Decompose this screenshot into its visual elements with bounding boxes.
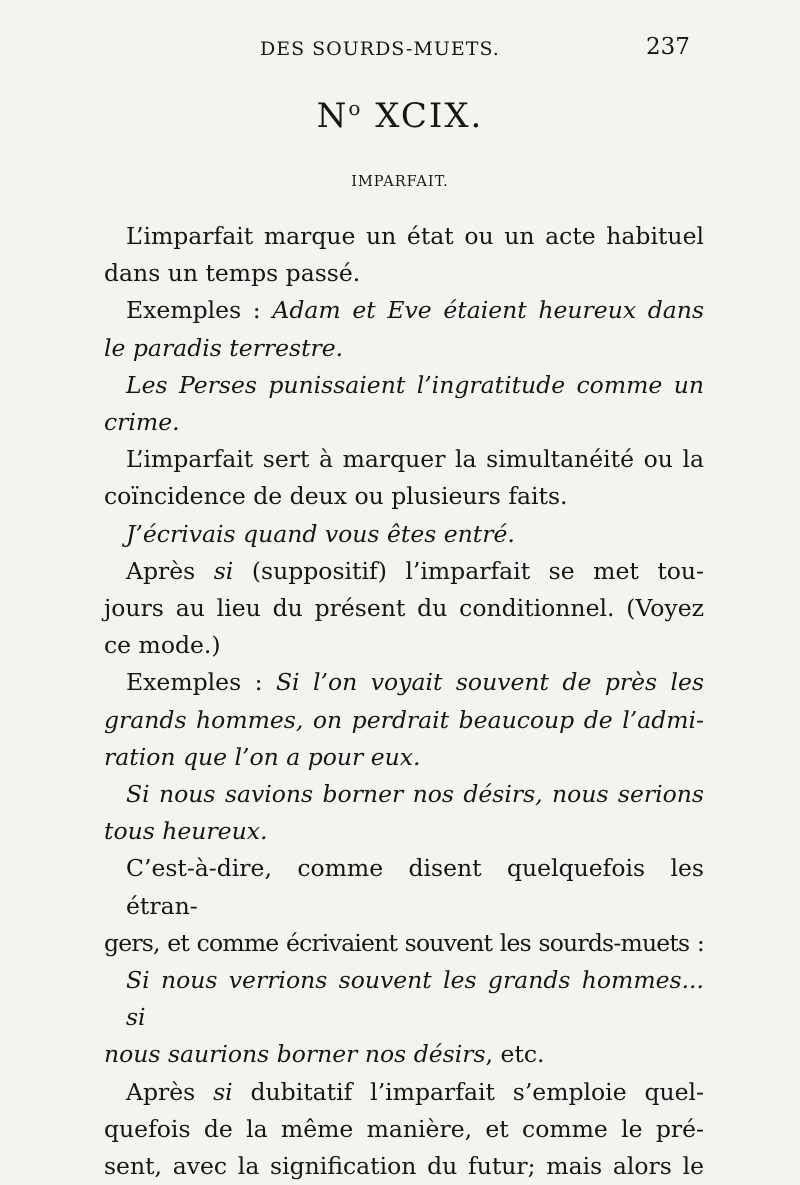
text-line: [104, 478, 704, 515]
body-text: [104, 218, 704, 1185]
text-line: [104, 1036, 704, 1073]
text-line: [104, 292, 704, 329]
text-run-italic: Si nous savions borner nos désirs, nous serions: [126, 780, 704, 809]
text-line: [104, 850, 704, 924]
text-run-italic: Les Perses punissaient l’ingratitude comme un: [126, 370, 704, 399]
text-line: [104, 664, 704, 701]
text-line: [104, 739, 704, 776]
text-run: Après: [126, 1077, 214, 1106]
text-run: ce mode.): [104, 631, 221, 660]
text-line: [104, 516, 704, 553]
text-line: [104, 404, 704, 441]
text-run-italic: ration que l’on a pour eux.: [104, 742, 421, 771]
text-run: dans un temps passé.: [104, 259, 361, 288]
text-run-italic: Si nous verrions souvent les grands hommes... si: [126, 966, 704, 1032]
section-title: [0, 96, 800, 136]
text-line: [104, 330, 704, 367]
text-run-italic: grands hommes, on perdrait beaucoup de l’admi-: [104, 705, 704, 734]
text-line: [104, 553, 704, 590]
text-line: [104, 218, 704, 255]
text-run: jours au lieu du présent du conditionnel. (Voyez: [104, 594, 704, 623]
text-run: (suppositif) l’imparfait se met tou-: [233, 556, 704, 585]
text-run: coïncidence de deux ou plusieurs faits.: [104, 482, 568, 511]
section-subheading: IMPARFAIT.: [351, 174, 449, 190]
text-run: L’imparfait sert à marquer la simultanéité ou la: [126, 445, 704, 474]
section-number-superscript: o: [348, 96, 363, 120]
text-run: L’imparfait marque un état ou un acte habituel: [126, 222, 704, 250]
text-run-italic: le paradis terrestre.: [104, 333, 344, 362]
text-line: [104, 1111, 704, 1148]
text-run-italic: tous heureux.: [104, 817, 268, 846]
text-line: [104, 702, 704, 739]
text-run: , etc.: [485, 1040, 545, 1069]
text-run-italic: si: [213, 1077, 233, 1106]
text-run-italic: Adam et Eve étaient heureux dans: [272, 296, 704, 325]
section-number-prefix: N: [316, 96, 349, 136]
text-run-italic: J’écrivais quand vous êtes entré.: [126, 519, 515, 548]
text-line: [104, 813, 704, 850]
text-run: Après: [126, 556, 214, 585]
text-run: Exemples :: [126, 668, 276, 697]
text-run-italic: nous saurions borner nos désirs: [104, 1040, 486, 1069]
text-run: sent, avec la signification du futur; mais alors le: [104, 1152, 704, 1181]
text-run: Exemples :: [126, 296, 273, 325]
text-run-italic: si: [213, 556, 234, 585]
text-line: [104, 925, 704, 962]
text-run: gers, et comme écrivaient souvent les sourds-muets :: [104, 928, 704, 957]
text-run: dubitatif l’imparfait s’emploie quel-: [232, 1077, 704, 1106]
text-run-italic: crime.: [104, 408, 180, 437]
text-line: [104, 590, 704, 627]
text-line: [104, 776, 704, 813]
page-number: 237: [646, 34, 690, 60]
text-line: [104, 441, 704, 478]
text-run: quefois de la même manière, et comme le pré-: [104, 1114, 704, 1143]
text-line: [104, 962, 704, 1036]
text-line: [104, 627, 704, 664]
text-line: [104, 367, 704, 404]
text-line: [104, 255, 704, 292]
running-title: DES SOURDS-MUETS.: [260, 38, 500, 60]
text-line: [104, 1074, 704, 1111]
text-run-italic: Si l’on voyait souvent de près les: [275, 668, 705, 697]
text-run: C’est-à-dire, comme disent quelquefois les étran-: [126, 854, 704, 920]
text-line: [104, 1148, 704, 1185]
section-number: XCIX.: [375, 96, 484, 136]
